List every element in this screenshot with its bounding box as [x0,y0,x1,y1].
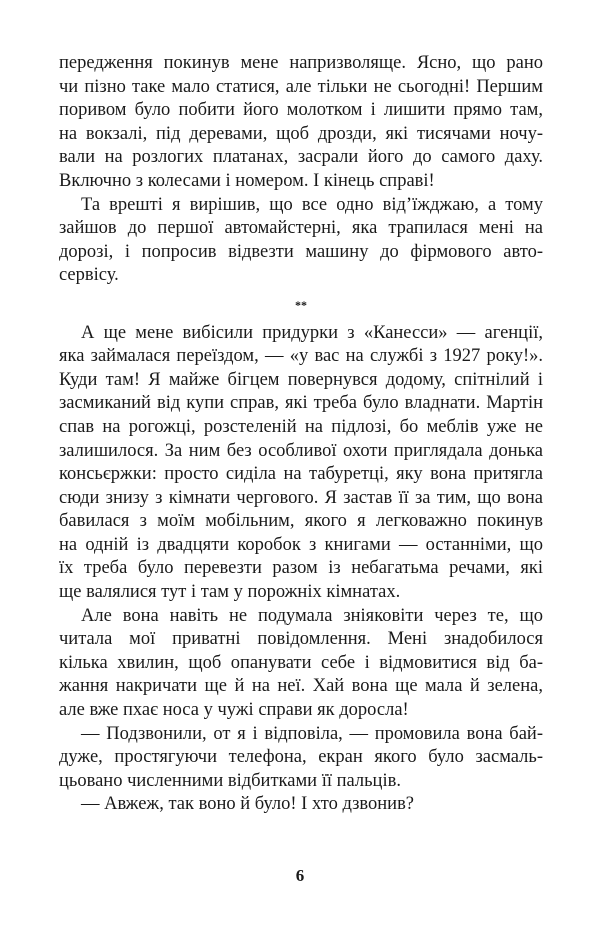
text-line: бавилася з моїм мобільним, якого я легковажно покинув [59,511,543,532]
text-line: їх треба було перевезти разом із небагатьма речами, які [59,558,543,579]
text-line: Куди там! Я майже бігцем повернувся додому, спітнілий і [59,369,543,390]
paragraph [59,322,543,605]
text-line: на вокзалі, під деревами, щоб дрозди, які тисячами ночу- [59,123,543,144]
text-line: Включно з колесами і номером. І кінець справі! [59,170,435,191]
text-line: цьовано численними відбитками її пальців. [59,770,401,791]
paragraph [59,605,543,723]
text-line: А ще мене вибісили придурки з «Канесси» — агенції, [81,322,543,343]
text-line: кілька хвилин, щоб опанувати себе і відмовитися від ба- [59,652,543,673]
paragraph [59,194,543,288]
paragraph [59,793,543,817]
text-line: на одній із двадцяти коробок з книгами — останніми, що [59,534,543,555]
paragraph [59,52,543,194]
text-line: чи пізно таке мало статися, але тільки не сьогодні! Першим [59,76,543,97]
text-line: Але вона навіть не подумала зніяковіти через те, що [81,605,543,626]
text-line: жання накричати ще й на неї. Хай вона ще мала й зелена, [59,676,543,697]
text-line: поривом було побити його молотком і лишити прямо там, [59,100,543,121]
text-line: консьєржки: просто сиділа на табуретці, яку вона притягла [59,464,543,485]
text-line: сервісу. [59,265,119,286]
text-line: спав на рогожці, розстеленій на підлозі, бо меблів уже не [59,416,543,437]
text-line: — Подзвонили, от я і відповіла, — промовила вона бай- [81,723,543,744]
text-line: вали на розлогих платанах, засрали його до самого даху. [59,147,543,168]
text-line: але вже пхає носа у чужі справи як доросла! [59,700,409,721]
text-line: Та врешті я вирішив, що все одно від’їжджаю, а тому [81,194,543,215]
text-line: дорозі, і попросив відвезти машину до фірмового авто- [59,241,543,262]
text-line: ще валялися тут і там у порожніх кімнатах. [59,582,401,603]
text-line: читала мої приватні повідомлення. Мені знадобилося [59,629,543,650]
text-line: сюди знизу з кімнати чергового. Я застав її за тим, що вона [59,487,543,508]
text-line: передження покинув мене напризволяще. Ясно, що рано [59,53,543,73]
text-line: залишилося. За ним без особливої охоти приглядала донька [59,440,543,461]
paragraph [59,723,543,794]
page-number: 6 [295,866,305,885]
text-line: засмиканий від купи справ, які треба було владнати. Мартін [59,393,543,414]
text-line: — Авжеж, так воно й було! І хто дзвонив? [81,794,415,815]
text-line: зайшов до першої автомайстерні, яка трапилася мені на [59,218,543,239]
text-line: дуже, простягуючи телефона, екран якого було засмаль- [59,747,543,768]
section-break: ** [295,297,307,312]
page-body [59,52,543,817]
text-line: яка займалася переїздом, — «у вас на службі з 1927 року!». [59,346,543,367]
